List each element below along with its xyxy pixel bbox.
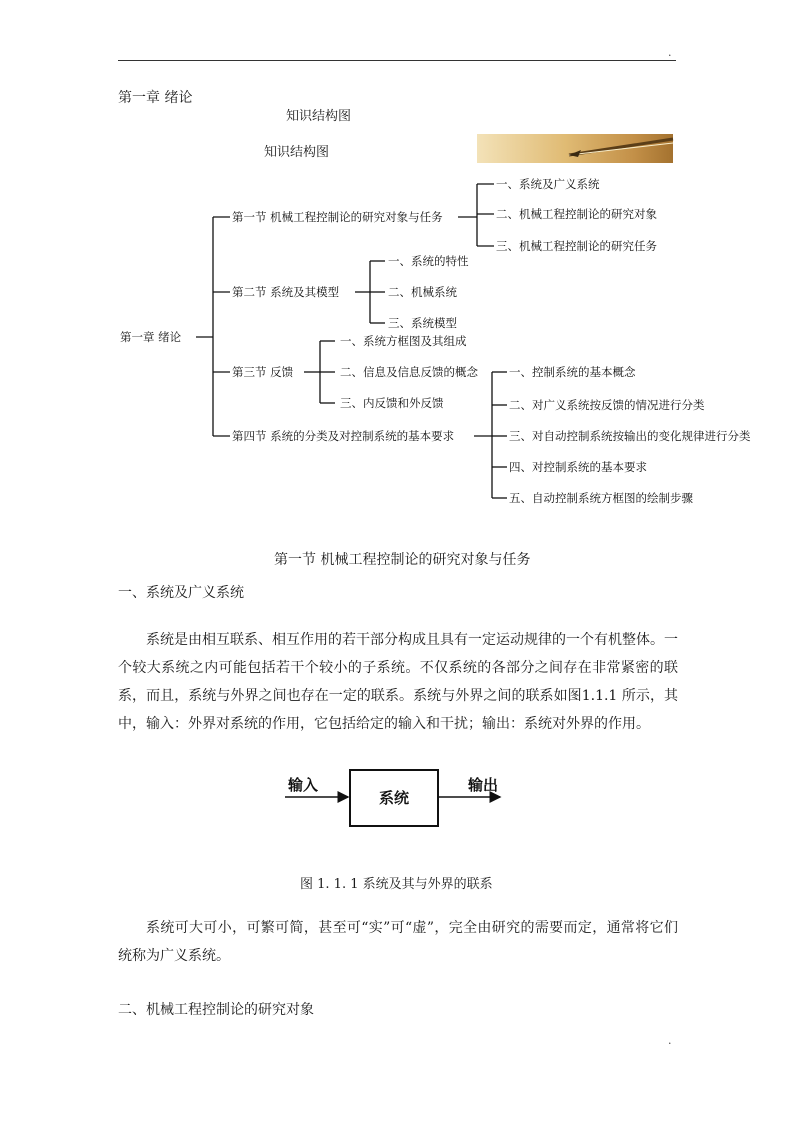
chapter-title: 第一章 绪论 xyxy=(118,90,193,106)
tree-section-4: 第四节 系统的分类及对控制系统的基本要求 xyxy=(232,429,455,443)
section-heading: 第一节 机械工程控制论的研究对象与任务 xyxy=(274,552,531,568)
paragraph-system-text: 系统是由相互联系、相互作用的若干部分构成且具有一定运动规律的一个有机整体。一个较大系统之内可能包括若干个较小的子系统。不仅系统的各部分之间存在非常紧密的联系，而且，系统与外界之间也存在一定的联系。系统与外界之间的联系如图1.1.1 所示，其中，输入：外界对系统的作用，它包括给定的输入和干扰；输出：系统对外界的作用。 xyxy=(118,632,678,732)
tree-s1-child-3: 三、机械工程控制论的研究任务 xyxy=(496,239,657,253)
figure-caption: 图 1. 1. 1 系统及其与外界的联系 xyxy=(300,877,493,892)
tree-s3-child-3: 三、内反馈和外反馈 xyxy=(340,396,444,410)
tree-s2-child-3: 三、系统模型 xyxy=(388,316,457,330)
knowledge-structure-diagram xyxy=(0,0,794,530)
footer-dot: . xyxy=(668,1034,672,1047)
paragraph-system-definition xyxy=(118,626,678,738)
tree-section-2: 第二节 系统及其模型 xyxy=(232,285,340,299)
tree-s4-child-3: 三、对自动控制系统按输出的变化规律进行分类 xyxy=(509,429,751,443)
figure-input-label: 输入 xyxy=(288,776,319,794)
subheading-system: 一、系统及广义系统 xyxy=(118,585,244,601)
system-io-figure xyxy=(280,760,510,840)
tree-s4-child-5: 五、自动控制系统方框图的绘制步骤 xyxy=(509,491,693,505)
paragraph-generalized-system xyxy=(118,914,678,970)
tree-s1-child-2: 二、机械工程控制论的研究对象 xyxy=(496,207,657,221)
figure-output-label: 输出 xyxy=(468,776,499,794)
tree-s1-child-1: 一、系统及广义系统 xyxy=(496,177,600,191)
paragraph-generalized-text: 系统可大可小，可繁可简，甚至可“实”可“虚”，完全由研究的需要而定，通常将它们统称为广义系统。 xyxy=(118,920,678,964)
tree-s3-child-1: 一、系统方框图及其组成 xyxy=(340,334,467,348)
tree-s3-child-2: 二、信息及信息反馈的概念 xyxy=(340,365,478,379)
tree-s2-child-2: 二、机械系统 xyxy=(388,285,457,299)
tree-s4-child-1: 一、控制系统的基本概念 xyxy=(509,365,636,379)
tree-section-1: 第一节 机械工程控制论的研究对象与任务 xyxy=(232,210,443,224)
tree-root: 第一章 绪论 xyxy=(120,330,182,344)
subheading-research-object: 二、机械工程控制论的研究对象 xyxy=(118,1002,314,1018)
tree-s4-child-4: 四、对控制系统的基本要求 xyxy=(509,460,647,474)
header-dot: . xyxy=(668,46,672,59)
knowledge-title: 知识结构图 xyxy=(286,109,352,124)
tree-s4-child-2: 二、对广义系统按反馈的情况进行分类 xyxy=(509,398,705,412)
tree-section-3: 第三节 反馈 xyxy=(232,365,294,379)
knowledge-title-image: 知识结构图 xyxy=(264,145,330,160)
tree-s2-child-1: 一、系统的特性 xyxy=(388,254,469,268)
figure-box-label: 系统 xyxy=(379,789,410,807)
